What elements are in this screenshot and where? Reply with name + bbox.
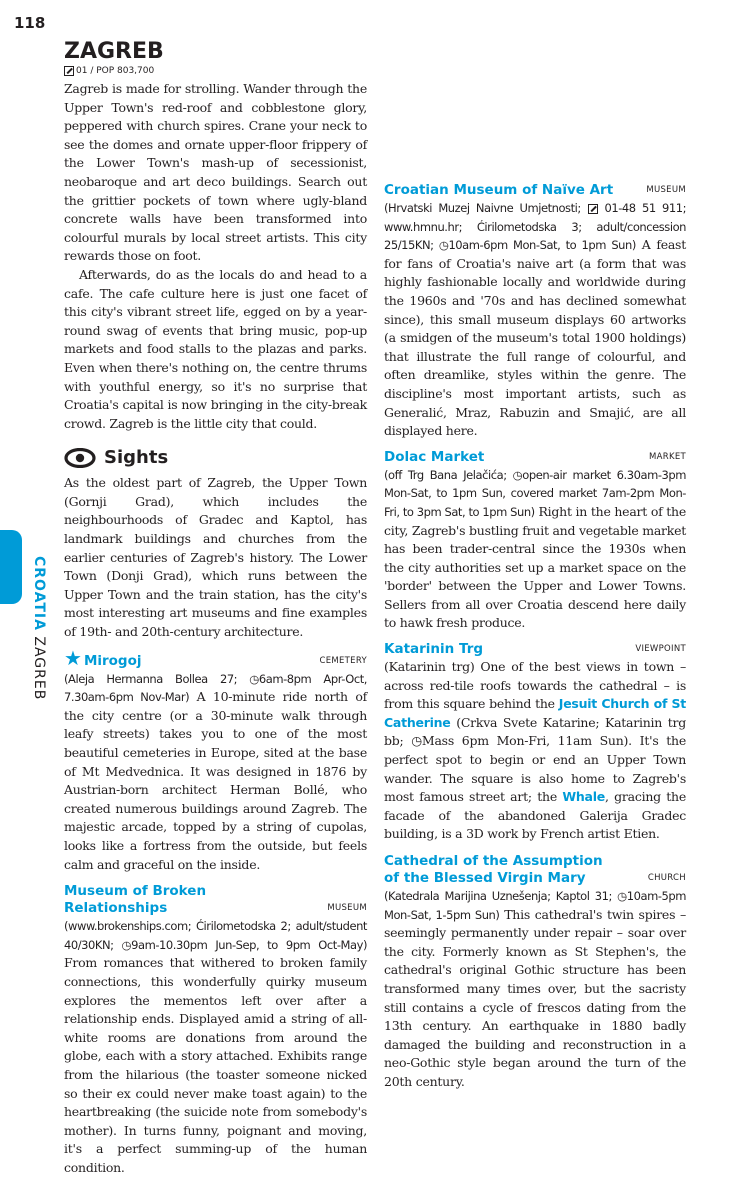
entry-cathedral-name-line2: of the Blessed Virgin Mary	[384, 870, 586, 886]
entry-naive-name: Croatian Museum of Naïve Art	[384, 182, 614, 198]
entry-mirogoj-name: Mirogoj	[83, 652, 142, 669]
sights-heading-text: Sights	[104, 447, 169, 469]
sights-intro: As the oldest part of Zagreb, the Upper Town (Gornji Grad), which includes the neighbourhoods of Gradec and Kaptol, has landmark buildings and churches from the earlier centuries of Zagreb's history. The Lower Town (Donji Grad), which runs between the Upper Town and the train station, has the city's most interesting art museums and fine examples of 19th- and 20th-century architecture.	[64, 475, 367, 640]
phone-icon	[64, 66, 74, 76]
entry-naive-body	[384, 199, 686, 441]
sights-heading	[64, 447, 367, 468]
entry-broken-body	[64, 917, 367, 1177]
continued-text-spacer	[384, 39, 686, 182]
entry-naive-info-b: 01-48 51 911; www.hmnu.hr; Ćirilometodska 3; adult/concession 25/15KN; ◷10am-6pm Mon-Sat, to 1pm Sun)	[384, 201, 687, 253]
entry-naive-art	[384, 182, 686, 441]
side-tab-city: ZAGREB	[31, 636, 47, 701]
entry-broken-type: MUSEUM	[327, 903, 367, 914]
entry-mirogoj-text: A 10-minute ride north of the city centre (or a 30-minute walk through leafy streets) takes you to one of the most beautiful cemeteries in Europe, sited at the base of Mt Medvednica. It was designed in 1876 by Austrian-born architect Herman Bollé, who created numerous buildings around Zagreb. The majestic arcade, topped by a string of cupolas, looks like a fortress from the outside, but feels calm and graceful on the inside.	[64, 689, 367, 872]
entry-dolac-text: Right in the heart of the city, Zagreb's bustling fruit and vegetable market has been trader-central since the 1930s when the city authorities set up a market space on the 'border' between the Upper and Lower Towns. Sellers from all over Croatia descend here daily to hawk fresh produce.	[384, 503, 686, 631]
city-intro-p1: Zagreb is made for strolling. Wander through the Upper Town's red-roof and cobblestone glory, peppered with church spires. Crane your neck to see the domes and ornate upper-floor frippery of the Lower Town's mash-up of secessionist, neobaroque and art deco buildings. Search out the grittier pockets of town where ugly-bland concrete walls have been transformed into colourful murals by local street artists. This city rewards those on foot.	[64, 81, 367, 264]
entry-cathedral-type: CHURCH	[647, 873, 686, 883]
star-icon: ★	[64, 645, 82, 670]
phone-icon	[588, 204, 598, 214]
entry-naive-type: MUSEUM	[646, 185, 686, 195]
entry-katarinin-text-b: (Crkva Svete Katarine; Katarinin trg bb; ◷Mass 6pm Mon-Fri, 11am Sun). It's the perfect spot to begin or end an Upper Town wander. The square is also home to Zagreb's most famous street art; the	[384, 714, 686, 805]
entry-dolac-info: (off Trg Bana Jelačića; ◷open-air market 6.30am-3pm Mon-Sat, to 1pm Sun, covered market 7am-2pm Mon-Fri, to 3pm Sat, to 1pm Sun)	[384, 467, 686, 519]
entry-cathedral-text: This cathedral's twin spires – seemingly permanently under repair – soar over the city. Formerly known as St Stephen's, the cathedral's original Gothic structure has been transformed many times over, but the sacristy still contains a cycle of frescos dating from the 13th century. An earthquake in 1880 badly damaged the building and reconstruction in a neo-Gothic style began around the turn of the 20th century.	[384, 906, 687, 1089]
city-code-text: 01 / POP 803,700	[76, 66, 155, 76]
left-column	[64, 40, 367, 1177]
entry-katarinin-body	[384, 658, 686, 844]
entry-dolac-body	[384, 466, 686, 633]
entry-cathedral-body	[384, 887, 686, 1092]
entry-dolac-market	[384, 449, 686, 633]
entry-dolac-type: MARKET	[649, 451, 686, 462]
entry-mirogoj-body	[64, 670, 367, 875]
whale-link[interactable]: Whale	[562, 789, 606, 805]
side-tab-label	[30, 556, 48, 700]
entry-broken-name-line1: Museum of Broken	[64, 883, 207, 900]
city-title: ZAGREB	[64, 39, 164, 64]
entry-katarinin-name: Katarinin Trg	[384, 641, 484, 658]
jesuit-church-link[interactable]: Jesuit Church of St Catherine	[384, 696, 686, 730]
page-number: 118	[14, 14, 46, 32]
entry-broken-info: (www.brokenships.com; Ćirilometodska 2; adult/student 40/30KN; ◷9am-10.30pm Jun-Sep, to 9pm Oct-May)	[64, 919, 367, 952]
entry-broken-text: From romances that withered to broken family connections, this wonderfully quirky museum explores the mementos left over after a relationship ends. Displayed amid a string of all-white rooms are donations from around the globe, each with a story attached. Exhibits range from the hilarious (the toaster someone nicked so their ex could never make toast again) to the heartbreaking (the suicide note from somebody's mother). In turns funny, poignant and moving, it's a perfect summing-up of the human condition.	[64, 955, 367, 1175]
city-intro-p2: Afterwards, do as the locals do and head to a cafe. The cafe culture here is just one facet of this city's vibrant street life, egged on by a year-round swag of events that bring music, pop-up markets and food stalls to the plazas and parks. Even when there's nothing on, the centre thrums with youthful energy, so it's no surprise that Croatia's capital is now bringing in the city-break crowd. Zagreb is the little city that could.	[64, 266, 367, 431]
entry-katarinin-text-a: (Katarinin trg) One of the best views in town – across red-tile roofs towards the cathedral – is from this square behind the	[384, 659, 686, 712]
entry-mirogoj-info: (Aleja Hermanna Bollea 27; ◷6am-8pm Apr-Oct, 7.30am-6pm Nov-Mar)	[64, 671, 367, 705]
entry-cathedral	[384, 853, 686, 1092]
entry-katarinin-type: VIEWPOINT	[635, 644, 686, 655]
eye-icon	[64, 448, 96, 468]
entry-katarinin-trg	[384, 641, 686, 844]
entry-broken-name-line2: Relationships	[64, 900, 168, 917]
side-tab-country: CROATIA	[31, 556, 47, 631]
entry-mirogoj	[64, 645, 367, 875]
entry-cathedral-info: (Katedrala Marijina Uznešenja; Kaptol 31; ◷10am-5pm Mon-Sat, 1-5pm Sun)	[384, 889, 686, 922]
side-tab	[0, 530, 22, 604]
entry-naive-info-a: (Hrvatski Muzej Naivne Umjetnosti;	[384, 201, 581, 215]
entry-naive-text: A feast for fans of Croatia's naive art (a form that was highly fashionable locally and worldwide during the 1960s and '70s and has declined somewhat since), this small museum displays 60 artworks (a smidgen of the museum's total 1900 holdings) that illustrate the full range of colourful, and often dreamlike, styles within the genre. The discipline's most important artists, such as Generalić, Mraz, Rabuzin and Smajić, are all displayed here.	[384, 237, 686, 439]
right-column	[384, 39, 686, 1092]
city-code-line	[64, 64, 367, 78]
entry-dolac-name: Dolac Market	[384, 448, 485, 465]
entry-broken-relationships	[64, 883, 367, 1177]
entry-mirogoj-type: CEMETERY	[319, 655, 367, 666]
entry-cathedral-name-line1: Cathedral of the Assumption	[384, 853, 603, 869]
entry-katarinin-text-c: , gracing the facade of the abandoned Galerija Gradec building, is a 3D work by French artist Etien.	[384, 789, 686, 842]
